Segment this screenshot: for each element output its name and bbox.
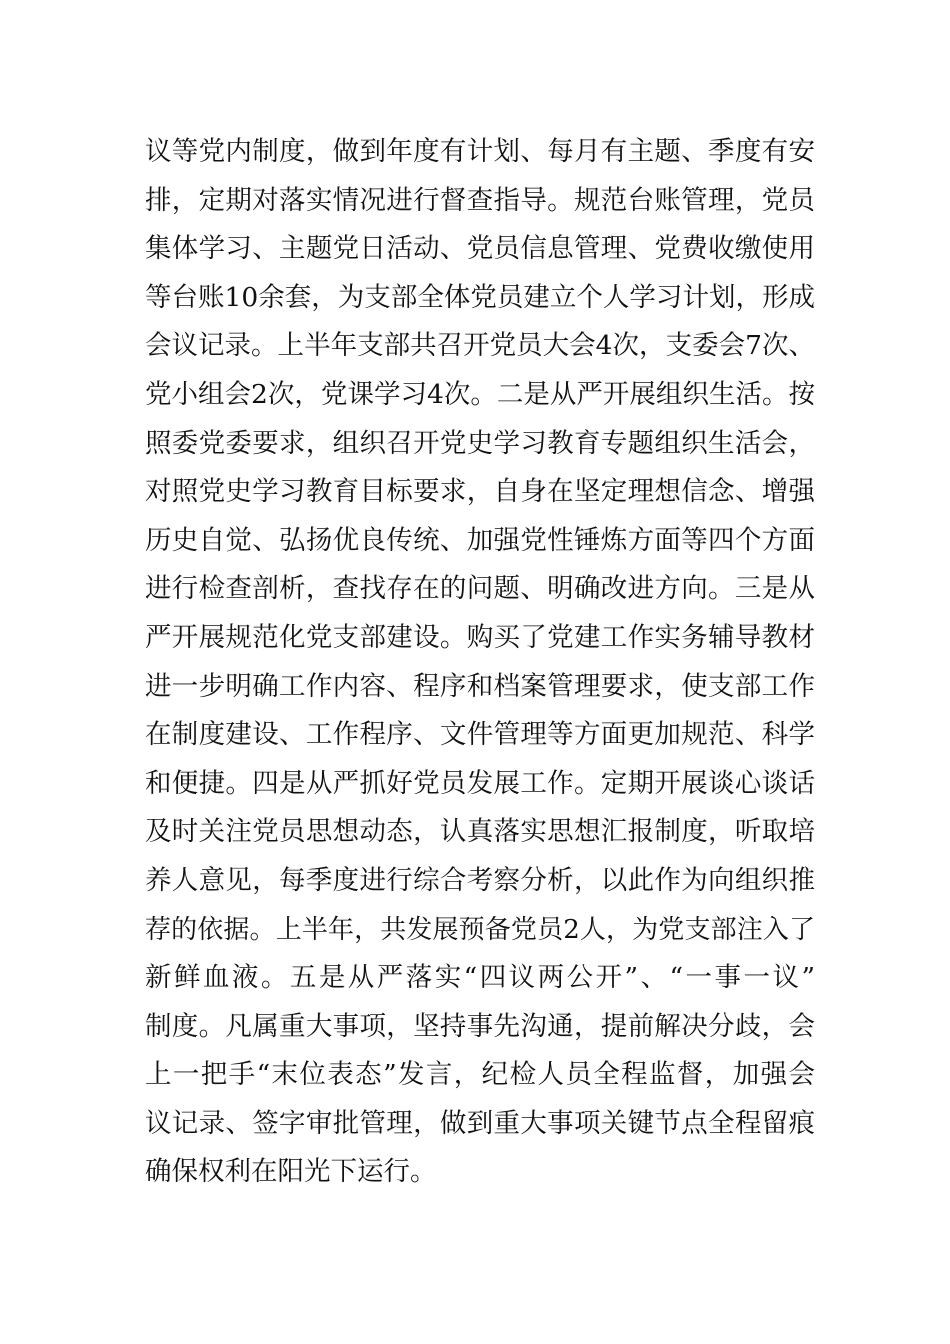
text-line: 和便捷。四是从严抓好党员发展工作。定期开展谈心谈话 [145, 767, 815, 799]
text-line: 会议记录。上半年支部共召开党员大会4次，支委会7次、 [145, 330, 815, 362]
text-line: 照委党委要求，组织召开党史学习教育专题组织生活会， [145, 427, 815, 459]
text-line: 集体学习、主题党日活动、党员信息管理、党费收缴使用 [145, 233, 815, 265]
text-line: 对照党史学习教育目标要求，自身在坚定理想信念、增强 [145, 476, 815, 508]
text-line: 排，定期对落实情况进行督查指导。规范台账管理，党员 [145, 184, 815, 216]
text-line: 等台账10余套，为支部全体党员建立个人学习计划，形成 [145, 281, 815, 313]
text-line: 制度。凡属重大事项，坚持事先沟通，提前解决分歧，会 [145, 1010, 815, 1042]
text-line: 党小组会2次，党课学习4次。二是从严开展组织生活。按 [145, 378, 815, 410]
text-line: 议等党内制度，做到年度有计划、每月有主题、季度有安 [145, 136, 815, 167]
text-line: 荐的依据。上半年，共发展预备党员2人，为党支部注入了 [145, 914, 815, 945]
text-line: 严开展规范化党支部建设。购买了党建工作实务辅导教材 [145, 621, 815, 653]
body-text [145, 128, 815, 1197]
text-line: 议记录、签字审批管理，做到重大事项关键节点全程留痕 [145, 1107, 815, 1139]
text-line: 养人意见，每季度进行综合考察分析，以此作为向组织推 [145, 864, 815, 896]
text-line: 新鲜血液。五是从严落实“四议两公开”、“一事一议” [145, 962, 815, 994]
text-line: 上一把手“末位表态”发言，纪检人员全程监督，加强会 [145, 1059, 815, 1091]
text-line: 在制度建设、工作程序、文件管理等方面更加规范、科学 [145, 719, 815, 751]
text-line: 历史自觉、弘扬优良传统、加强党性锤炼方面等四个方面 [145, 524, 815, 556]
text-line: 进一步明确工作内容、程序和档案管理要求，使支部工作 [145, 670, 815, 702]
text-line: 进行检查剖析，查找存在的问题、明确改进方向。三是从 [145, 573, 815, 605]
text-line: 及时关注党员思想动态，认真落实思想汇报制度，听取培 [145, 816, 815, 848]
text-line: 确保权利在阳光下运行。 [145, 1156, 437, 1188]
